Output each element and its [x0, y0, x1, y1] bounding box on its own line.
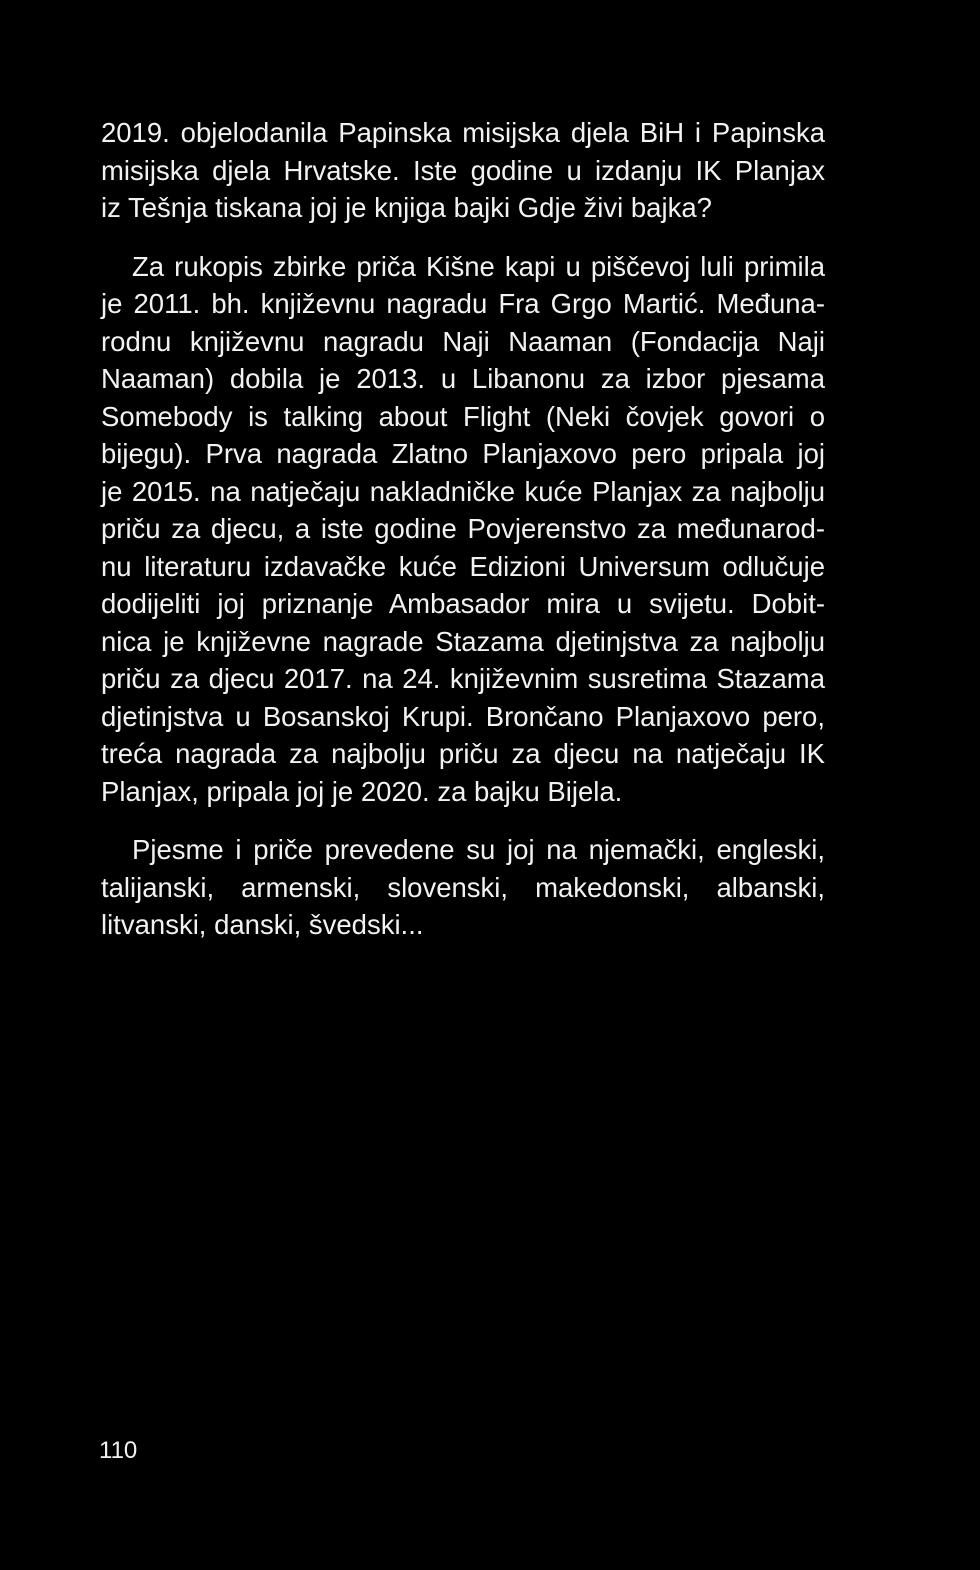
body-text [101, 114, 825, 944]
paragraph-spacer [101, 810, 825, 831]
text-line: je 2015. na natječaju nakladničke kuće Planjax za najbolju [101, 475, 825, 507]
text-line: litvanski, danski, švedski... [101, 909, 424, 940]
text-line: Naaman) dobila je 2013. u Libanonu za izbor pjesama [101, 363, 825, 394]
text-line: 2019. objelodanila Papinska misijska djela BiH i Papinska [101, 117, 825, 148]
text-line: nica je književne nagrade Stazama djetinjstva za najbolju [101, 625, 825, 657]
text-line: misijska djela Hrvatske. Iste godine u izdanju IK Planjax [101, 154, 825, 186]
text-line: je 2011. bh. književnu nagradu Fra Grgo Martić. Međuna- [101, 288, 825, 319]
text-line: Somebody is talking about Flight (Neki čovjek govori o [101, 400, 825, 432]
paragraph-spacer [101, 227, 825, 248]
text-line: talijanski, armenski, slovenski, makedonski, albanski, [101, 871, 825, 903]
text-line: Pjesme i priče prevedene su joj na njemački, engleski, [132, 834, 825, 865]
text-line: Planjax, pripala joj je 2020. za bajku Bijela. [101, 775, 623, 807]
text-line: rodnu književnu nagradu Naji Naaman (Fondacija Naji [101, 325, 825, 357]
text-line: treća nagrada za najbolju priču za djecu na natječaju IK [101, 738, 825, 769]
text-line: iz Tešnja tiskana joj je knjiga bajki Gdje živi bajka? [101, 192, 712, 223]
paragraph-3 [101, 831, 825, 944]
text-line: dodijeliti joj priznanje Ambasador mira u svijetu. Dobit- [101, 588, 825, 619]
text-line: priču za djecu 2017. na 24. književnim susretima Stazama [101, 663, 825, 694]
text-line: bijegu). Prva nagrada Zlatno Planjaxovo pero pripala joj [101, 438, 825, 469]
text-line: djetinjstva u Bosanskoj Krupi. Brončano Planjaxovo pero, [101, 700, 825, 732]
text-line: Za rukopis zbirke priča Kišne kapi u piščevoj luli primila [132, 250, 825, 282]
text-line: nu literaturu izdavačke kuće Edizioni Universum odlučuje [101, 550, 825, 582]
text-line: priču za djecu, a iste godine Povjerenstvo za međunarod- [101, 513, 825, 544]
page-number: 110 [99, 1437, 138, 1464]
paragraph-2 [101, 248, 825, 811]
paragraph-1 [101, 114, 825, 227]
